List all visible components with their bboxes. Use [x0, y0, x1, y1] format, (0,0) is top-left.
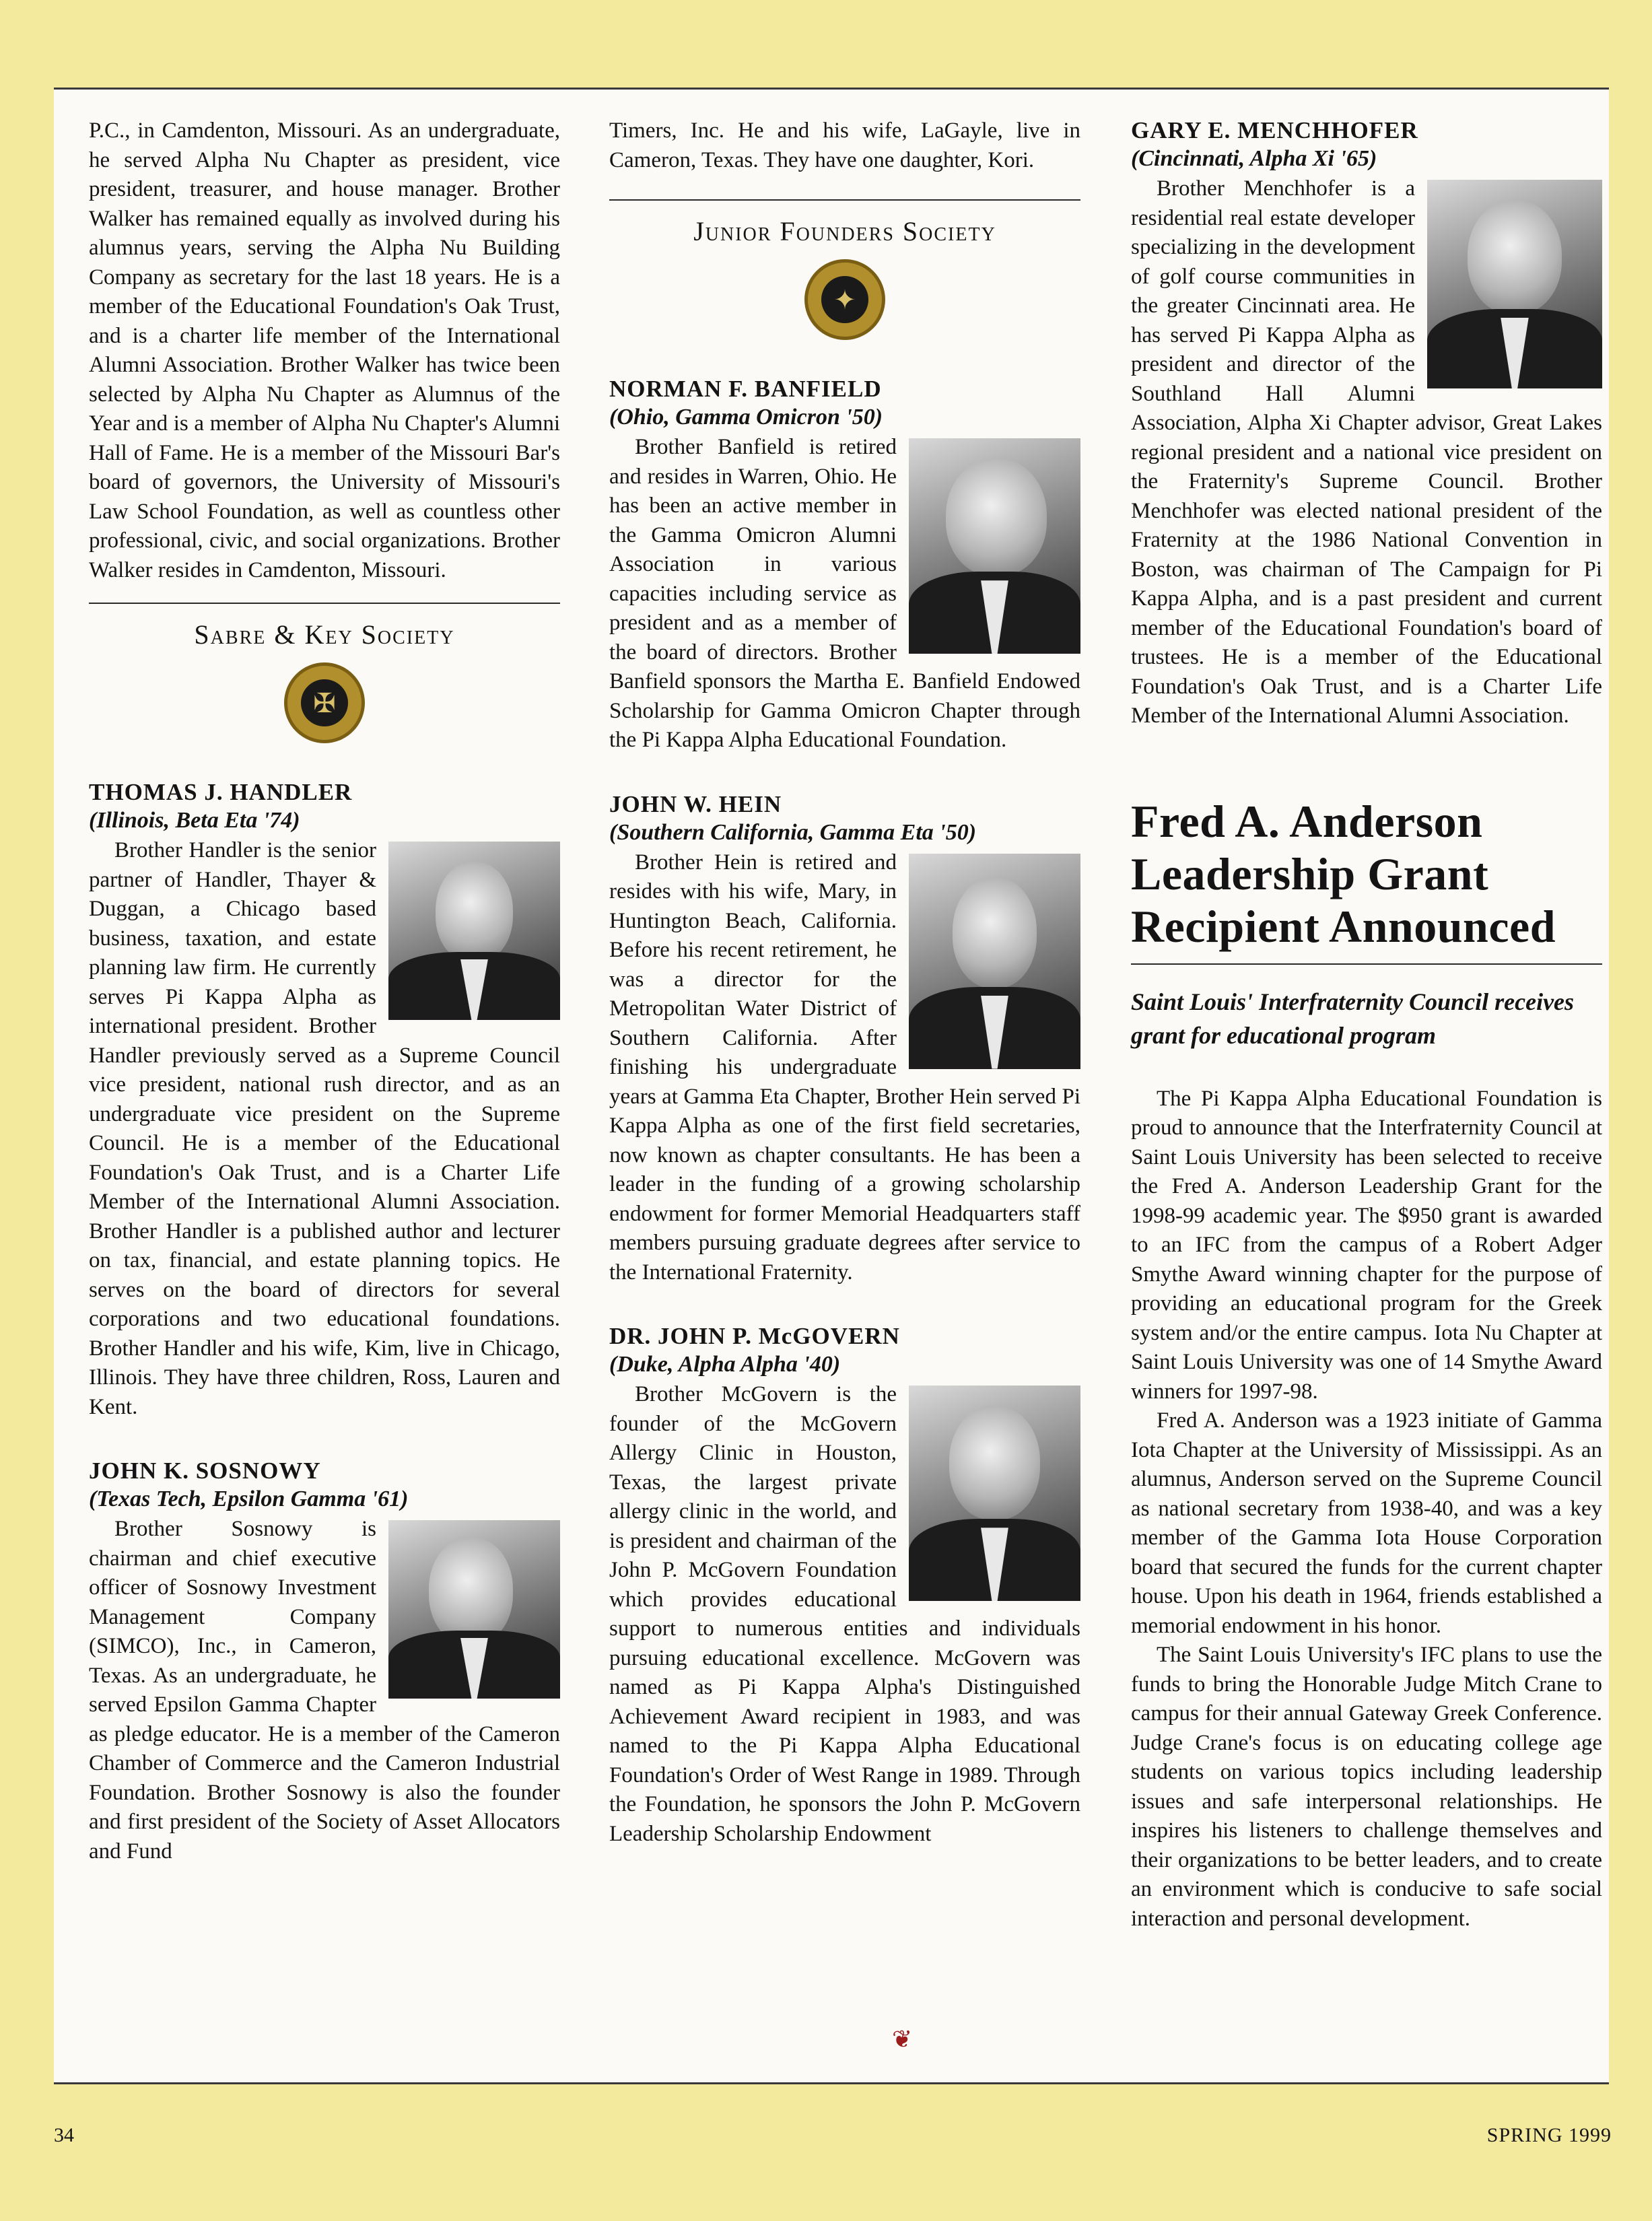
- end-ornament-icon: ❦: [892, 2026, 913, 2053]
- sosnowy-bio-continued: Timers, Inc. He and his wife, LaGayle, live in Cameron, Texas. They have one daughter, Kori.: [609, 118, 1080, 172]
- article-subhead: Saint Louis' Interfraternity Council receives grant for educational program: [1131, 988, 1575, 1049]
- mcgovern-chapter: (Duke, Alpha Alpha '40): [609, 1352, 841, 1377]
- section-divider: [609, 199, 1080, 201]
- junior-founders-society-title: Junior Founders Society: [693, 216, 996, 246]
- handler-chapter: (Illinois, Beta Eta '74): [89, 808, 300, 833]
- hein-chapter: (Southern California, Gamma Eta '50): [609, 819, 977, 845]
- menchhofer-chapter: (Cincinnati, Alpha Xi '65): [1131, 146, 1377, 171]
- walker-bio-continued: P.C., in Camdenton, Missouri. As an undergraduate, he served Alpha Nu Chapter as president, vice president, treasurer, and house manager. Brother Walker has remained equally as involved during his alumnus years, serving the Alpha Nu Building Company as secretary for the last 18 years. He is a member of the Educational Foundation's Oak Trust, and is a charter life member of the International Alumni Association. Brother Walker has twice been selected by Alpha Nu Chapter as Alumnus of the Year and is a member of Alpha Nu Chapter's Alumni Hall of Fame. He is a member of the Missouri Bar's board of governors, the University of Missouri's Law School Foundation, as well as countless other professional, civic, and social organizations. Brother Walker resides in Camdenton, Missouri.: [89, 118, 560, 582]
- column-3: [1131, 116, 1602, 1934]
- article-paragraph-2: Fred A. Anderson was a 1923 initiate of Gamma Iota Chapter at the University of Mississippi. As an alumnus, Anderson served on the Supreme Council as national secretary from 1938-40, and was a key member of the Gamma Iota House Corporation board that secured the funds for the current chapter house. Upon his death in 1964, friends established a memorial endowment in his honor.: [1131, 1408, 1602, 1638]
- mcgovern-name: DR. JOHN P. McGOVERN: [609, 1323, 900, 1349]
- section-divider: [89, 603, 560, 604]
- article-headline: Fred A. Anderson Leadership Grant Recipient Announced: [1131, 795, 1556, 952]
- hein-name: JOHN W. HEIN: [609, 790, 782, 817]
- sosnowy-photo: [388, 1520, 560, 1699]
- sabre-key-society-title: Sabre & Key Society: [194, 619, 455, 650]
- menchhofer-bio: Brother Menchhofer is a residential real estate developer specializing in the development of golf course communities in the greater Cincinnati area. He has served Pi Kappa Alpha as president and director of the Southland Hall Alumni Association, Alpha Xi Chapter advisor, Great Lakes regional president and a national vice president on the Fraternity's Supreme Council. Brother Menchhofer was elected national president of the Fraternity at the 1986 National Convention in Boston, was chairman of The Campaign for Pi Kappa Alpha, and is a past president and current member of the Educational Foundation's board of trustees. He is a member of the Educational Foundation's Oak Trust, and is a Charter Life Member of the International Alumni Association.: [1131, 176, 1602, 728]
- issue-label: SPRING 1999: [1486, 2124, 1612, 2146]
- column-2: [609, 116, 1080, 1849]
- column-1: [89, 116, 560, 1866]
- banfield-chapter: (Ohio, Gamma Omicron '50): [609, 405, 883, 430]
- hein-photo: [909, 854, 1080, 1069]
- handler-bio: Brother Handler is the senior partner of Handler, Thayer & Duggan, a Chicago based business, taxation, and estate planning law firm. He currently serves Pi Kappa Alpha as international president. Brother Handler previously served as a Supreme Council vice president, national rush director, and as an undergraduate vice president on the Supreme Council. He is a member of the Educational Foundation's Oak Trust, and is a Charter Life Member of the International Alumni Association. Brother Handler is a published author and lecturer on tax, financial, and estate planning topics. He serves on the board of directors for several corporations and two educational foundations. Brother Handler and his wife, Kim, live in Chicago, Illinois. They have three children, Ross, Lauren and Kent.: [89, 838, 560, 1419]
- banfield-bio: Brother Banfield is retired and resides in Warren, Ohio. He has been an active member in the Gamma Omicron Alumni Association in various capacities including service as president and as a member of the board of directors. Brother Banfield sponsors the Martha E. Banfield Endowed Scholarship for Gamma Omicron Chapter through the Pi Kappa Alpha Educational Foundation.: [609, 435, 1080, 752]
- banfield-name: NORMAN F. BANFIELD: [609, 376, 882, 402]
- handler-name: THOMAS J. HANDLER: [89, 779, 353, 805]
- hein-bio: Brother Hein is retired and resides with his wife, Mary, in Huntington Beach, California. Before his recent retirement, he was a director for the Metropolitan Water District of Southern California. After finishing his undergraduate years at Gamma Eta Chapter, Brother Hein served Pi Kappa Alpha as one of the first field secretaries, now known as chapter consultants. He has been a leader in the funding of a growing scholarship endowment for former Memorial Headquarters staff members pursuing graduate degrees after service to the International Fraternity.: [609, 850, 1080, 1285]
- menchhofer-photo: [1427, 180, 1602, 388]
- headline-rule: [1131, 963, 1602, 965]
- banfield-photo: [909, 438, 1080, 654]
- mcgovern-photo: [909, 1386, 1080, 1601]
- handler-photo: [388, 842, 560, 1020]
- mcgovern-bio: Brother McGovern is the founder of the McGovern Allergy Clinic in Houston, Texas, the largest private allergy clinic in the world, and is president and chairman of the John P. McGovern Foundation which provides educational support to numerous entities and individuals pursuing educational excellence. McGovern was named as Pi Kappa Alpha's Distinguished Achievement Award recipient in 1983, and was named to the Pi Kappa Alpha Educational Foundation's Order of West Range in 1989. Through the Foundation, he sponsors the John P. McGovern Leadership Scholarship Endowment: [609, 1382, 1080, 1846]
- magazine-page: [54, 88, 1609, 2084]
- sosnowy-bio: Brother Sosnowy is chairman and chief executive officer of Sosnowy Investment Management Company (SIMCO), Inc., in Cameron, Texas. As an undergraduate, he served Epsilon Gamma Chapter as pledge educator. He is a member of the Cameron Chamber of Commerce and the Cameron Industrial Foundation. Brother Sosnowy is also the founder and first president of the Society of Asset Allocators and Fund: [89, 1517, 560, 1864]
- sosnowy-name: JOHN K. SOSNOWY: [89, 1458, 321, 1484]
- junior-founders-emblem-icon: ✦: [804, 259, 885, 340]
- article-paragraph-3: The Saint Louis University's IFC plans to use the funds to bring the Honorable Judge Mitch Crane to campus for their annual Gateway Greek Conference. Judge Crane's focus is on educating college age students on various topics including leadership issues and safe interpersonal relationships. He inspires his listeners to challenge themselves and their organizations to be better leaders, and to create an environment which is conducive to safe social interaction and personal development.: [1131, 1643, 1602, 1931]
- menchhofer-name: GARY E. MENCHHOFER: [1131, 117, 1418, 143]
- page-number: 34: [54, 2124, 74, 2146]
- article-paragraph-1: The Pi Kappa Alpha Educational Foundation is proud to announce that the Interfraternity Council at Saint Louis University has been selected to receive the Fred A. Anderson Leadership Grant for the 1998-99 academic year. The $950 grant is awarded to an IFC from the campus of a Robert Adger Smythe Award winning chapter for the purpose of providing an educational program for the Greek system and/or the entire campus. Iota Nu Chapter at Saint Louis University was one of 14 Smythe Award winners for 1997-98.: [1131, 1086, 1602, 1404]
- sabre-key-emblem-icon: ✠: [284, 662, 365, 743]
- sosnowy-chapter: (Texas Tech, Epsilon Gamma '61): [89, 1487, 409, 1511]
